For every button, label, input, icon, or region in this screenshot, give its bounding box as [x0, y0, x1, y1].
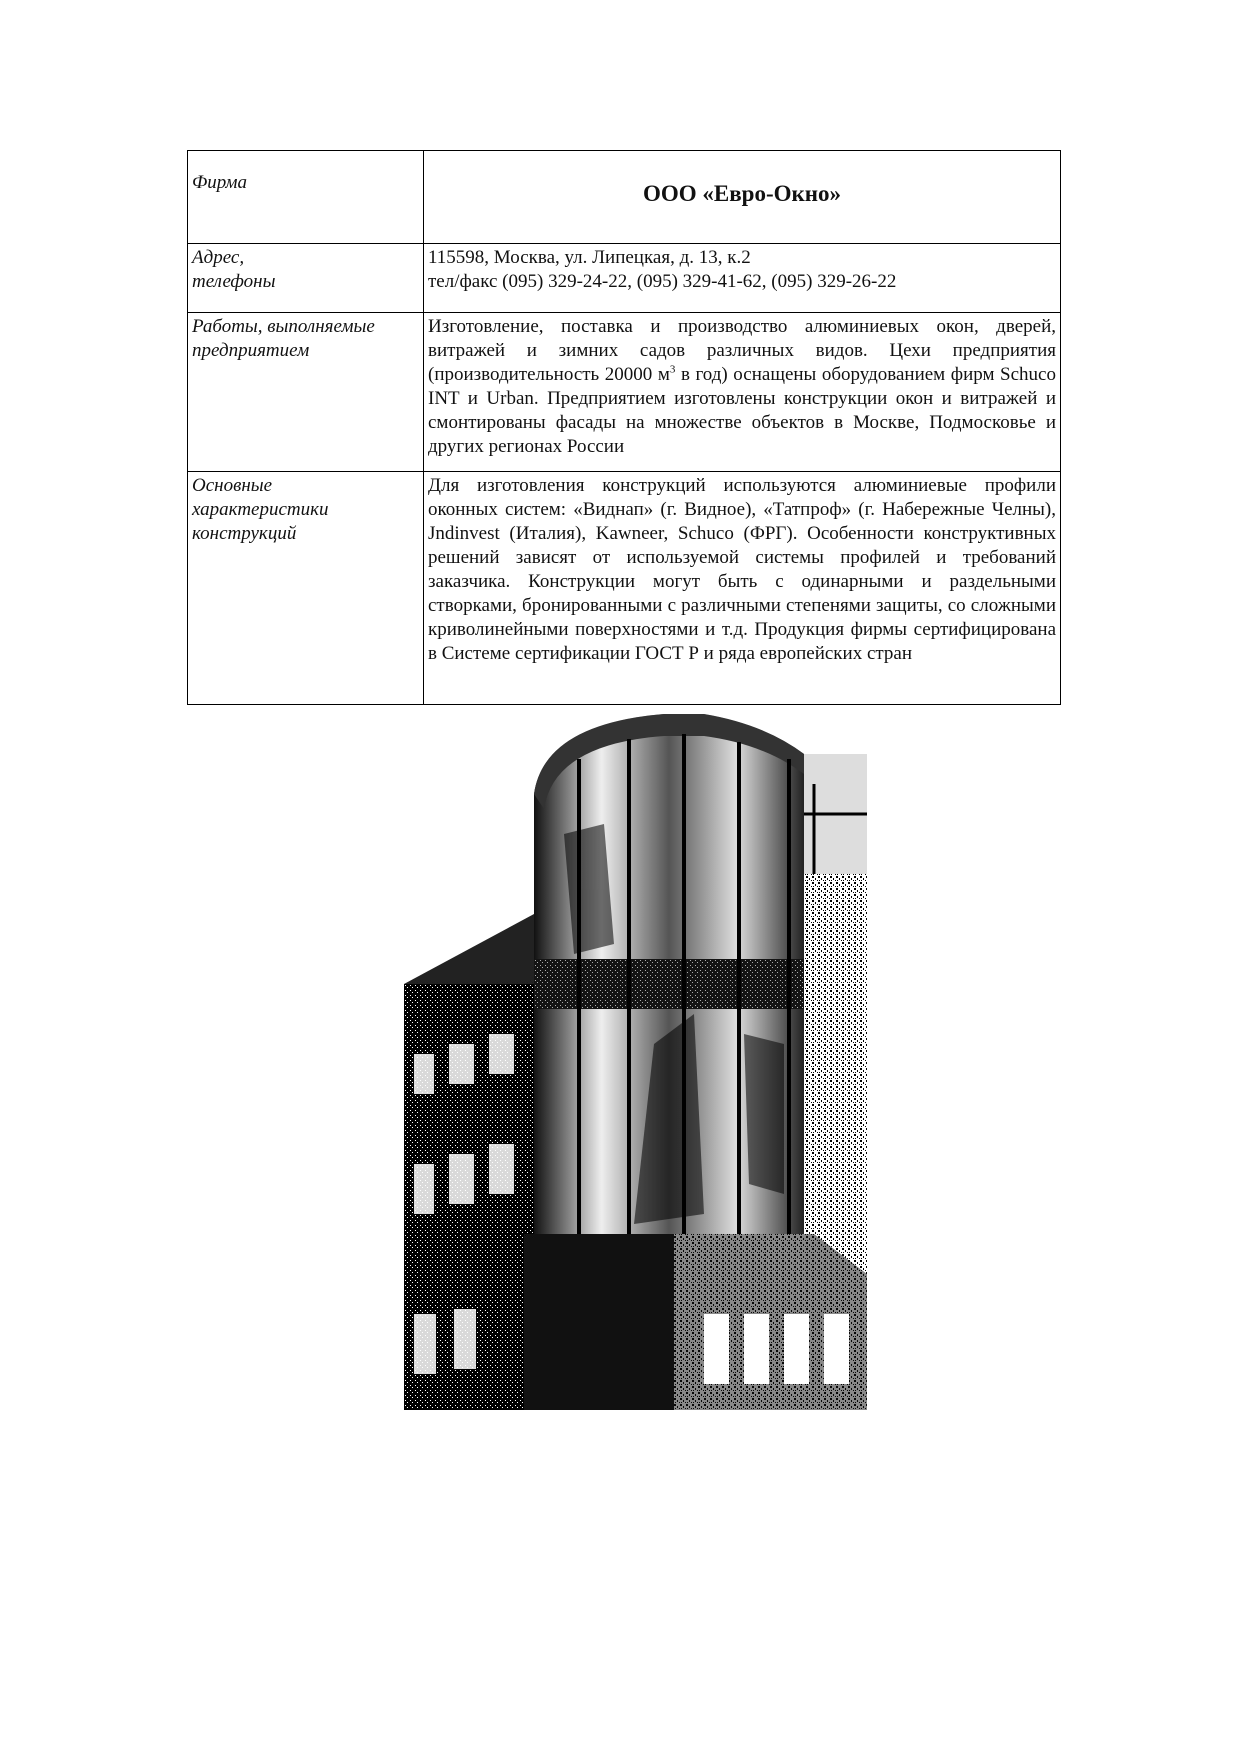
- company-info-table: [187, 150, 1061, 705]
- address-label: [188, 244, 424, 313]
- address-row: [188, 244, 1061, 313]
- building-facade-photo-icon: [404, 714, 867, 1410]
- works-text-sup: 3: [669, 363, 676, 376]
- works-label-line2: предприятием: [192, 340, 310, 361]
- characteristics-label-line2: характеристики: [192, 499, 329, 520]
- address-value: [424, 244, 1061, 313]
- firm-label: Фирма: [188, 151, 424, 244]
- characteristics-row: [188, 472, 1061, 705]
- firm-row: [188, 151, 1061, 244]
- address-text: 115598, Москва, ул. Липецкая, д. 13, к.2: [428, 247, 751, 268]
- characteristics-value: Для изготовления конструкций используются алюминиевые профили оконных систем: «Виднап» (г. Видное), «Татпроф» (г. Набережные Челны), Jndinvest (Италия), Kawneer, Schuco (ФРГ). Особенности конструктивных решений зависят от используемой системы профилей и требований заказчика. Конструкции могут быть с одинарными и раздельными створками, бронированными с различными степенями защиты, со сложными криволинейными поверхностями и т.д. Продукция фирмы сертифицирована в Системе сертификации ГОСТ Р и ряда европейских стран: [424, 472, 1061, 705]
- works-text-part1: Изготовление, поставка и производство алюминиевых окон, дверей, витражей и зимних садов различных видов. Цехи предприятия (производительность 20000 м: [428, 316, 1056, 385]
- characteristics-label-line1: Основные: [192, 475, 273, 496]
- phones-label-line: телефоны: [192, 271, 276, 292]
- phones-text: тел/факс (095) 329-24-22, (095) 329-41-62, (095) 329-26-22: [428, 271, 897, 292]
- firm-name: ООО «Евро-Окно»: [424, 151, 1061, 244]
- works-row: [188, 313, 1061, 472]
- characteristics-label: [188, 472, 424, 705]
- works-value: [424, 313, 1061, 472]
- address-label-line: Адрес,: [192, 247, 245, 268]
- works-text-part2: в год) оснащены оборудованием фирм Schuco INT и Urban. Предприятием изготовлены конструкции окон и витражей и смонтированы фасады на множестве объектов в Москве, Подмосковье и других регионах России: [428, 364, 1056, 457]
- works-label-line1: Работы, выполняемые: [192, 316, 375, 337]
- works-label: [188, 313, 424, 472]
- characteristics-label-line3: конструкций: [192, 523, 297, 544]
